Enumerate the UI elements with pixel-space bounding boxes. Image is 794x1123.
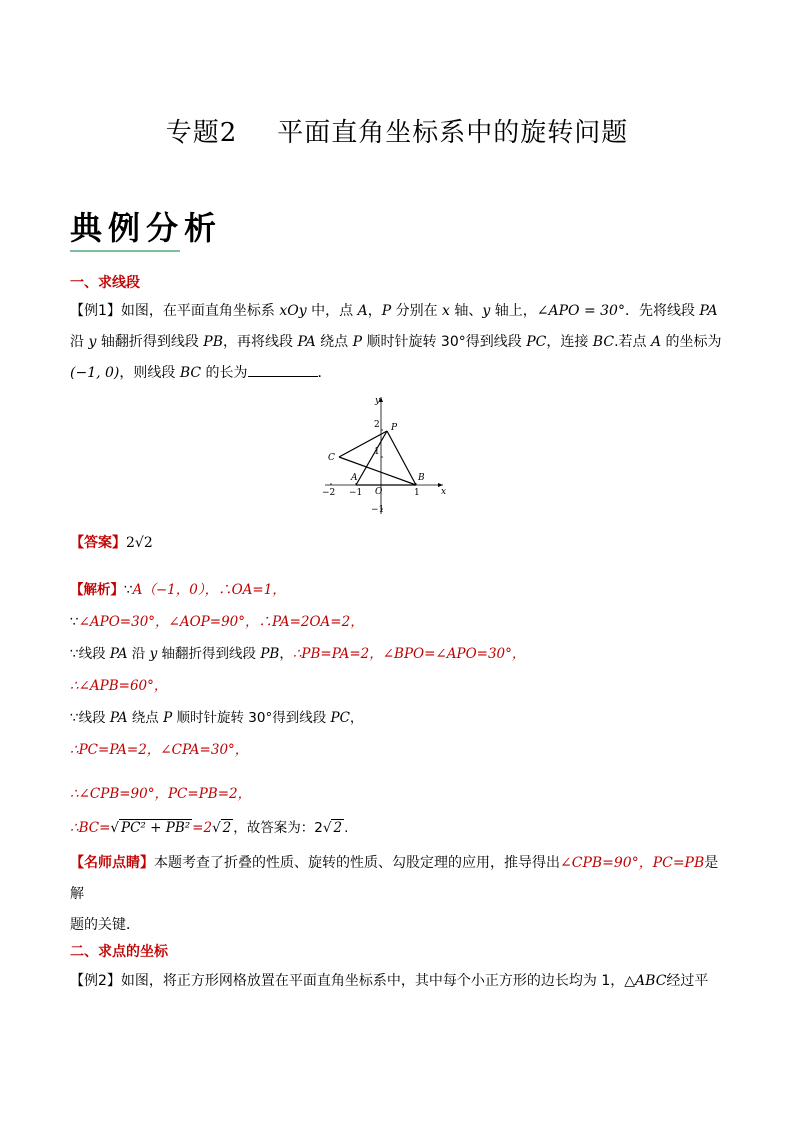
x-axis-label: x — [441, 487, 447, 497]
text: 中，点 — [306, 303, 358, 319]
coordinate-figure — [315, 392, 450, 517]
text: 30° — [248, 710, 273, 726]
text: 顺时针旋转 — [172, 710, 249, 726]
math: P — [352, 334, 363, 350]
text: ， — [367, 303, 382, 319]
sqrt-sign: √ — [110, 820, 120, 836]
text: 如图，在平面直角坐标系 — [120, 303, 280, 319]
math: ∴BC= — [70, 820, 111, 836]
text: ，连接 — [546, 334, 593, 350]
analysis-line-7 — [70, 782, 251, 802]
title-subject: 平面直角坐标系中的旋转问题 — [277, 118, 629, 148]
text: ，故答案为：2 — [233, 820, 323, 836]
section-banner: 典例分析 — [70, 209, 223, 247]
text: 的长为 — [201, 365, 248, 381]
tick-label-y: −1 — [371, 505, 385, 515]
example-2 — [70, 966, 725, 997]
math: PC — [330, 710, 350, 726]
math: xOy — [279, 303, 307, 319]
sqrt-content: 2 — [333, 820, 343, 836]
text: ，则线段 — [119, 365, 180, 381]
text: ∵线段 — [70, 646, 110, 662]
banner-underline — [70, 250, 180, 252]
analysis-line-5 — [70, 706, 363, 726]
text: 得到线段 — [272, 710, 331, 726]
tick-label-y: 2 — [374, 420, 380, 430]
text: 轴、 — [449, 303, 483, 319]
text: 本题考查了折叠的性质、旋转的性质、勾股定理的应用，推导得出 — [154, 855, 560, 871]
math: ∠CPB=90°，PC=PB — [560, 855, 705, 871]
text: 分别在 — [391, 303, 443, 319]
math: =2 — [192, 820, 213, 836]
math: P — [381, 303, 392, 319]
section-heading-2: 二、求点的坐标 — [70, 944, 168, 960]
math: PA — [699, 303, 718, 319]
text: 是解 — [70, 855, 719, 902]
math: ∴∠APB=60°， — [70, 678, 168, 694]
origin-label: O — [375, 487, 383, 497]
analysis-line-6 — [70, 738, 248, 758]
text: ．先将线段 — [624, 303, 700, 319]
text: 顺时针旋转 30°得到线段 — [362, 334, 527, 350]
sqrt-content: PC² + PB² — [121, 820, 191, 836]
math: BC — [592, 334, 615, 350]
answer-line — [70, 532, 153, 552]
text: ． — [317, 365, 332, 381]
example-tag: 【例1】 — [70, 303, 121, 319]
segment-PB — [387, 431, 416, 485]
analysis-tag: 【解析】 — [70, 582, 124, 598]
answer-blank[interactable] — [248, 362, 318, 377]
math: ∴PB=PA=2，∠BPO=∠APO=30°， — [292, 646, 526, 662]
math: A（−1，0），∴OA=1， — [132, 582, 286, 598]
math: ABC — [635, 973, 667, 989]
sqrt-sign: √ — [212, 820, 221, 836]
sqrt-sign: √ — [322, 820, 332, 836]
answer-value: 2√2 — [126, 535, 153, 551]
math: PB — [260, 646, 280, 662]
text: 题的关键． — [70, 917, 140, 933]
text: 轴翻折得到线段 — [157, 646, 261, 662]
math: PA — [109, 710, 128, 726]
text: ∵线段 — [70, 710, 110, 726]
math: A — [650, 334, 662, 350]
math: P — [163, 710, 173, 726]
tick-label-x: −1 — [349, 488, 363, 498]
math: PB — [203, 334, 223, 350]
analysis-line-3 — [70, 642, 525, 662]
tick-label-x: 1 — [414, 488, 420, 498]
analysis-line-8 — [70, 816, 348, 836]
text: 绕点 — [315, 334, 353, 350]
tick-label-x: −2 — [322, 488, 336, 498]
text: .若点 — [614, 334, 651, 350]
math: ∠APO = 30° — [536, 303, 625, 319]
text: ∵ — [70, 614, 79, 630]
analysis-line-2 — [70, 610, 364, 630]
math: ∴PC=PA=2，∠CPA=30°， — [70, 742, 249, 758]
text: 轴翻折得到线段 — [96, 334, 204, 350]
math: BC — [179, 365, 202, 381]
math: A — [357, 303, 368, 319]
analysis-line-1 — [70, 578, 286, 598]
point-P-label: P — [391, 423, 398, 433]
title-topic: 专题2 — [165, 118, 238, 148]
math: x — [442, 303, 450, 319]
text: 沿 — [70, 334, 89, 350]
text: 绕点 — [127, 710, 164, 726]
text: 沿 — [127, 646, 150, 662]
math: PC — [526, 334, 547, 350]
math: PA — [109, 646, 128, 662]
text: ， — [279, 646, 293, 662]
y-axis-label: y — [375, 396, 381, 406]
analysis-line-4 — [70, 674, 167, 694]
text: . — [344, 820, 349, 836]
text: ∵ — [124, 582, 133, 598]
text: 轴上， — [490, 303, 537, 319]
math: ∠APO=30°，∠AOP=90°，∴PA=2OA=2， — [78, 614, 364, 630]
answer-tag: 【答案】 — [70, 535, 126, 551]
example-1 — [70, 296, 725, 389]
point-C-label: C — [328, 453, 335, 463]
sqrt-content: 2 — [222, 820, 232, 836]
math: y — [88, 334, 97, 350]
math: ∴∠CPB=90°，PC=PB=2， — [70, 786, 252, 802]
point-A-label: A — [351, 473, 358, 483]
text: ，再将线段 — [223, 334, 298, 350]
example-tag: 【例2】 — [70, 973, 121, 989]
page-title — [0, 112, 794, 149]
point-B-label: B — [418, 473, 425, 483]
math: PA — [297, 334, 316, 350]
math: y — [482, 303, 491, 319]
text: 如图，将正方形网格放置在平面直角坐标系中，其中每个小正方形的边长均为 1，△ — [120, 973, 636, 989]
section-heading-1: 一、求线段 — [70, 275, 140, 291]
math: y — [149, 646, 158, 662]
comment-tag: 【名师点睛】 — [70, 855, 154, 871]
tick-label-y: 1 — [374, 447, 380, 457]
teacher-comment — [70, 848, 725, 941]
text: ， — [349, 710, 364, 726]
text: 经过平 — [666, 973, 709, 989]
math: (−1, 0) — [70, 365, 120, 381]
text: 的坐标为 — [661, 334, 722, 350]
